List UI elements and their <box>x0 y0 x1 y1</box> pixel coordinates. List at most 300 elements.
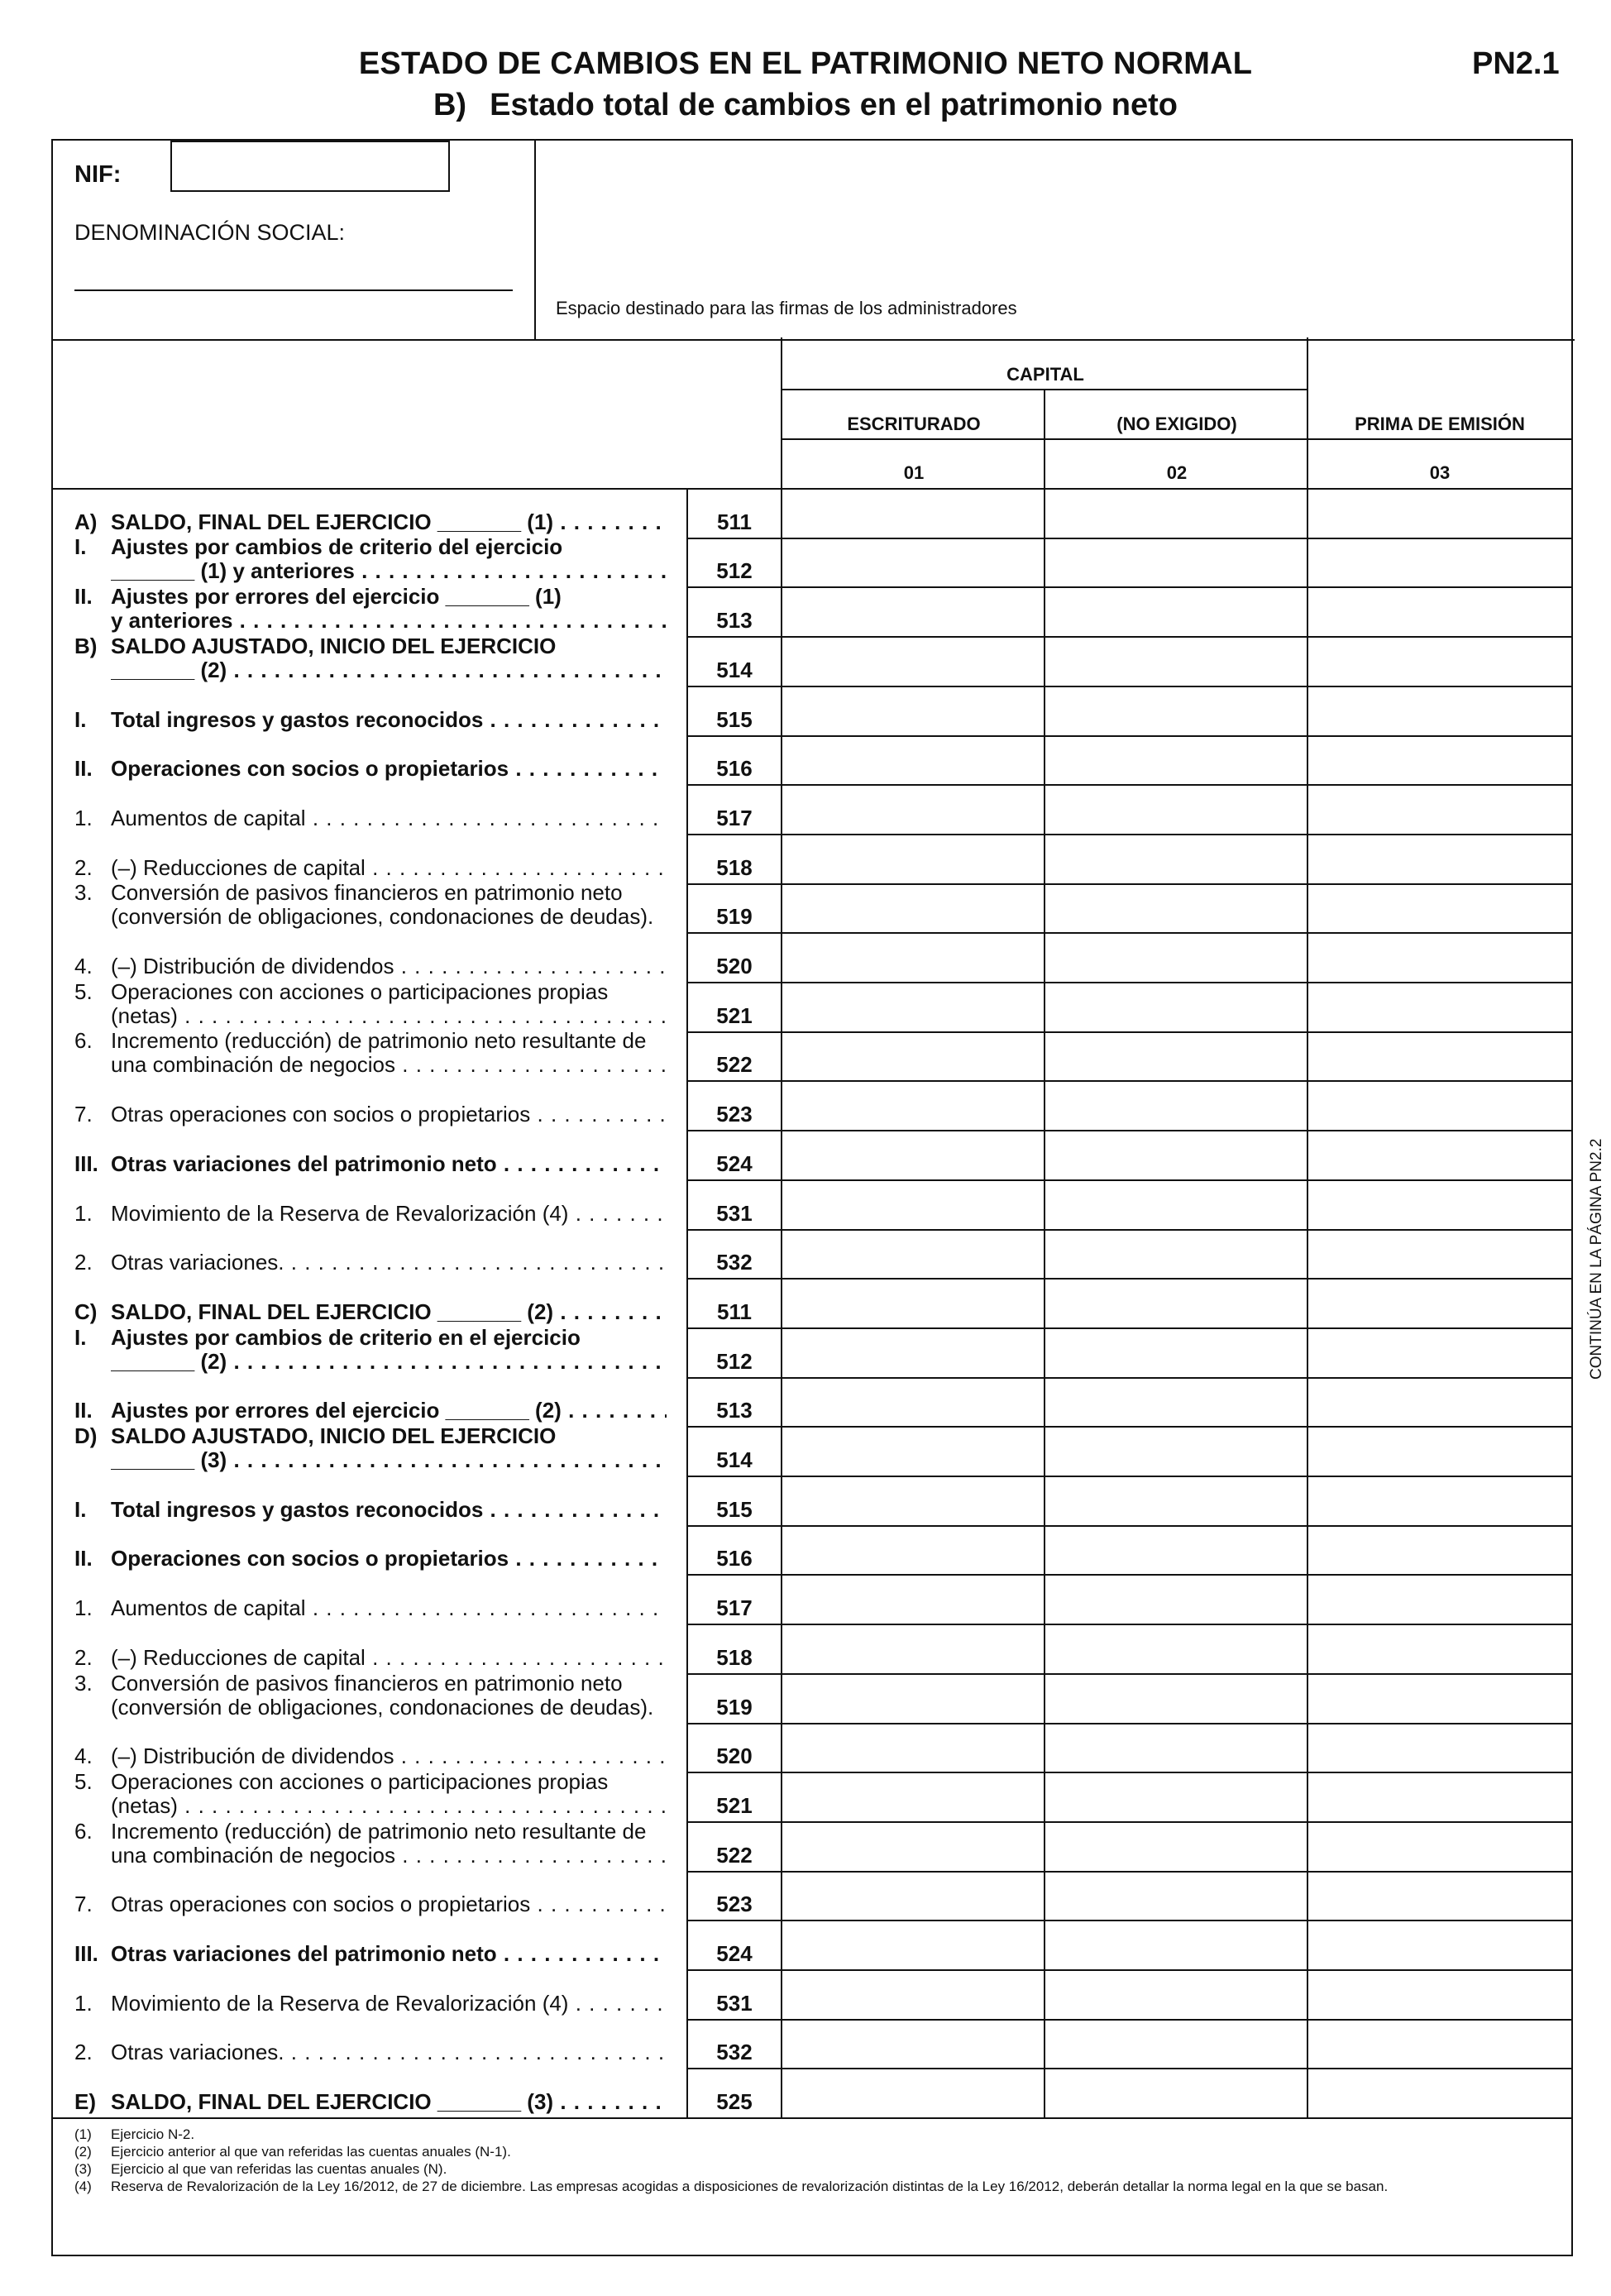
amount-cell-02[interactable] <box>1045 1527 1307 1574</box>
row-text: Ajustes por cambios de criterio en el ejercicio <box>111 1325 581 1350</box>
row-number: III. <box>74 1941 98 1966</box>
signature-note: Espacio destinado para las firmas de los administradores <box>556 298 1017 318</box>
row-number: 1. <box>74 1990 93 2016</box>
row-number: I. <box>74 1496 87 1522</box>
amount-cell-01[interactable] <box>782 2021 1044 2068</box>
row-number: 3. <box>74 1670 93 1696</box>
row-separator <box>686 834 1571 835</box>
row-text: (conversión de obligaciones, condonaciones de deudas). <box>111 1695 654 1720</box>
amount-cell-03[interactable] <box>1308 1576 1570 1623</box>
amount-cell-02[interactable] <box>1045 2021 1307 2068</box>
row-text: Otras variaciones. . . . <box>111 2040 667 2064</box>
row-label <box>74 2090 667 2114</box>
amount-cell-03[interactable] <box>1308 885 1570 932</box>
amount-cell-03[interactable] <box>1308 2021 1570 2068</box>
amount-cell-03[interactable] <box>1308 1428 1570 1475</box>
row-code: 531 <box>716 1990 753 2016</box>
row-separator <box>686 1673 1571 1675</box>
amount-cell-02[interactable] <box>1045 1329 1307 1376</box>
row-code: 521 <box>716 1792 753 1818</box>
row-separator <box>686 883 1571 885</box>
row-label <box>74 1498 667 1522</box>
row-number <box>74 905 111 929</box>
row-separator <box>686 586 1571 588</box>
row-text: Conversión de pasivos financieros en patrimonio neto <box>111 1671 623 1696</box>
row-separator <box>686 686 1571 687</box>
nif-input-box[interactable] <box>170 141 450 192</box>
footnote <box>74 2160 1563 2178</box>
row-code: 532 <box>716 1250 753 1275</box>
row-text: Total ingresos y gastos reconocidos . . . <box>111 708 667 732</box>
amount-cell-02[interactable] <box>1045 1921 1307 1968</box>
row-code: 522 <box>716 1842 753 1868</box>
row-number <box>74 559 111 583</box>
amount-cell-01[interactable] <box>782 1873 1044 1920</box>
amount-cell-03[interactable] <box>1308 1773 1570 1820</box>
row-text: _______ (3) . . . <box>111 1448 667 1472</box>
row-separator <box>686 1179 1571 1181</box>
footnotes <box>74 2126 1563 2195</box>
row-text: Conversión de pasivos financieros en patrimonio neto <box>111 881 623 906</box>
row-text: y anteriores . . . <box>111 609 667 633</box>
amount-cell-03[interactable] <box>1308 638 1570 685</box>
amount-cell-02[interactable] <box>1045 2069 1307 2117</box>
row-number: 2. <box>74 854 93 880</box>
amount-cell-03[interactable] <box>1308 2069 1570 2117</box>
row-separator <box>686 1821 1571 1823</box>
amount-cell-02[interactable] <box>1045 1675 1307 1722</box>
row-number: B) <box>74 633 98 658</box>
row-separator <box>686 735 1571 737</box>
amount-cell-02[interactable] <box>1045 687 1307 734</box>
row-number: D) <box>74 1423 98 1448</box>
row-separator <box>686 1624 1571 1625</box>
footnote-number: (1) <box>74 2126 92 2143</box>
amount-cell-03[interactable] <box>1308 786 1570 833</box>
amount-cell-01[interactable] <box>782 885 1044 932</box>
row-code: 512 <box>716 1348 753 1374</box>
header-bottom-line <box>53 339 1575 341</box>
amount-cell-03[interactable] <box>1308 1033 1570 1080</box>
row-number: II. <box>74 1398 93 1423</box>
amount-cell-01[interactable] <box>782 1527 1044 1574</box>
row-number <box>74 1350 111 1374</box>
row-code: 520 <box>716 954 753 978</box>
row-text: (–) Distribución de dividendos . . . <box>111 1744 667 1768</box>
row-text: (–) Reducciones de capital . . . <box>111 1646 667 1670</box>
row-number <box>74 1794 111 1818</box>
row-text: _______ (1) y anteriores . . . <box>111 559 667 583</box>
row-separator <box>686 1574 1571 1576</box>
row-label <box>74 634 667 682</box>
amount-cell-02[interactable] <box>1045 588 1307 635</box>
row-code: 523 <box>716 1892 753 1917</box>
amount-cell-03[interactable] <box>1308 1477 1570 1524</box>
amount-cell-01[interactable] <box>782 1181 1044 1228</box>
row-number: I. <box>74 534 87 560</box>
row-code: 522 <box>716 1052 753 1078</box>
row-code: 515 <box>716 706 753 732</box>
row-text: (netas) . . . <box>111 1004 667 1028</box>
row-number: III. <box>74 1150 98 1176</box>
row-text: Incremento (reducción) de patrimonio neto resultante de <box>111 1819 647 1844</box>
row-label <box>74 1424 667 1472</box>
row-text: SALDO, FINAL DEL EJERCICIO _______ (2) . . . <box>111 1300 667 1324</box>
amount-cell-02[interactable] <box>1045 1231 1307 1278</box>
row-code: 525 <box>716 2089 753 2115</box>
row-text: Operaciones con acciones o participaciones propias <box>111 1769 609 1794</box>
row-number: I. <box>74 1324 87 1350</box>
footnote <box>74 2178 1563 2195</box>
row-number <box>74 1448 111 1472</box>
row-number: 4. <box>74 1744 93 1769</box>
row-label <box>74 1892 667 1916</box>
amount-cell-02[interactable] <box>1045 1873 1307 1920</box>
row-number: 3. <box>74 880 93 906</box>
amount-cell-03[interactable] <box>1308 1231 1570 1278</box>
amount-cell-02[interactable] <box>1045 1625 1307 1672</box>
amount-cell-02[interactable] <box>1045 1082 1307 1129</box>
row-text: Otras operaciones con socios o propietarios . . . <box>111 1103 667 1126</box>
amount-cell-01[interactable] <box>782 1231 1044 1278</box>
footnote-number: (4) <box>74 2179 92 2195</box>
amount-cell-01[interactable] <box>782 588 1044 635</box>
form-code: PN2.1 <box>1472 46 1560 81</box>
amount-cell-01[interactable] <box>782 1625 1044 1672</box>
amount-cell-02[interactable] <box>1045 638 1307 685</box>
row-text: Movimiento de la Reserva de Revalorización (4) . . . <box>111 1992 667 2016</box>
row-label <box>74 1029 667 1077</box>
row-code: 515 <box>716 1496 753 1522</box>
row-separator <box>686 1525 1571 1527</box>
amount-cell-01[interactable] <box>782 1280 1044 1327</box>
amount-cell-03[interactable] <box>1308 1379 1570 1426</box>
page-subtitle <box>0 88 1611 123</box>
amount-cell-01[interactable] <box>782 638 1044 685</box>
amount-cell-03[interactable] <box>1308 1724 1570 1772</box>
amount-cell-02[interactable] <box>1045 539 1307 586</box>
row-text: Total ingresos y gastos reconocidos . . . <box>111 1498 667 1522</box>
column-code-02: 02 <box>1166 462 1188 483</box>
row-separator <box>686 1229 1571 1231</box>
amount-cell-03[interactable] <box>1308 1082 1570 1129</box>
row-text: (–) Reducciones de capital . . . <box>111 856 667 880</box>
amount-cell-02[interactable] <box>1045 1773 1307 1820</box>
column-code-03: 03 <box>1429 462 1451 483</box>
amount-cell-03[interactable] <box>1308 1527 1570 1574</box>
amount-cell-01[interactable] <box>782 1082 1044 1129</box>
row-text: Aumentos de capital . . . <box>111 1596 667 1620</box>
row-text: Operaciones con socios o propietarios . . . <box>111 757 667 781</box>
amount-cell-03[interactable] <box>1308 1181 1570 1228</box>
row-separator <box>686 982 1571 983</box>
row-label <box>74 757 667 781</box>
amount-cell-01[interactable] <box>782 1724 1044 1772</box>
row-label <box>74 1202 667 1226</box>
footnote <box>74 2143 1563 2160</box>
footnote-text: Ejercicio anterior al que van referidas las cuentas anuales (N-1). <box>111 2144 511 2160</box>
row-separator <box>686 636 1571 638</box>
row-code: 517 <box>716 1595 753 1621</box>
row-number: 7. <box>74 1892 93 1917</box>
row-code: 514 <box>716 657 753 682</box>
row-separator <box>686 1920 1571 1921</box>
row-separator <box>686 1327 1571 1329</box>
row-code: 519 <box>716 904 753 930</box>
row-code: 517 <box>716 805 753 830</box>
row-number <box>74 609 111 633</box>
subtitle-text: Estado total de cambios en el patrimonio neto <box>490 88 1178 122</box>
amount-cell-01[interactable] <box>782 1329 1044 1376</box>
row-code: 513 <box>716 608 753 634</box>
row-text: Otras operaciones con socios o propietarios . . . <box>111 1892 667 1916</box>
row-text: una combinación de negocios . . . <box>111 1053 667 1077</box>
amount-cell-03[interactable] <box>1308 588 1570 635</box>
row-label <box>74 1744 667 1768</box>
amount-cell-01[interactable] <box>782 1675 1044 1722</box>
column-group-capital: CAPITAL <box>1006 364 1084 385</box>
row-label <box>74 856 667 880</box>
nif-label: NIF: <box>74 161 122 188</box>
column-names-underline <box>781 438 1571 440</box>
row-text: SALDO, FINAL DEL EJERCICIO _______ (1) . . . <box>111 510 667 534</box>
code-column-line <box>686 488 688 2117</box>
row-number: 4. <box>74 954 93 978</box>
row-number: 6. <box>74 1028 93 1054</box>
row-number: 2. <box>74 2040 93 2065</box>
row-label <box>74 1770 667 1818</box>
continues-note: CONTINÚA EN LA PÁGINA PN2.2 <box>1588 1138 1605 1380</box>
amount-cell-03[interactable] <box>1308 1971 1570 2018</box>
row-text: SALDO, FINAL DEL EJERCICIO _______ (3) . . . <box>111 2090 667 2114</box>
amount-cell-02[interactable] <box>1045 1724 1307 1772</box>
amount-cell-01[interactable] <box>782 983 1044 1031</box>
footnote <box>74 2126 1563 2143</box>
amount-cell-01[interactable] <box>782 1033 1044 1080</box>
row-separator <box>686 1426 1571 1428</box>
amount-cell-01[interactable] <box>782 490 1044 537</box>
amount-cell-02[interactable] <box>1045 1477 1307 1524</box>
amount-cell-01[interactable] <box>782 1823 1044 1870</box>
amount-cell-01[interactable] <box>782 2069 1044 2117</box>
row-number: E) <box>74 2089 96 2115</box>
row-number <box>74 658 111 682</box>
amount-cell-01[interactable] <box>782 1131 1044 1179</box>
row-code: 521 <box>716 1002 753 1028</box>
amount-cell-01[interactable] <box>782 1379 1044 1426</box>
amount-cell-01[interactable] <box>782 835 1044 883</box>
amount-cell-03[interactable] <box>1308 1873 1570 1920</box>
row-code: 516 <box>716 1546 753 1571</box>
amount-cell-02[interactable] <box>1045 1280 1307 1327</box>
amount-cell-02[interactable] <box>1045 885 1307 932</box>
amount-cell-01[interactable] <box>782 786 1044 833</box>
row-text: Ajustes por errores del ejercicio _______ (2) . . . <box>111 1399 667 1423</box>
row-code: 518 <box>716 854 753 880</box>
amount-cell-03[interactable] <box>1308 1131 1570 1179</box>
amount-cell-02[interactable] <box>1045 983 1307 1031</box>
row-separator <box>686 1723 1571 1724</box>
row-separator <box>686 1031 1571 1033</box>
row-separator <box>686 1080 1571 1082</box>
amount-cell-03[interactable] <box>1308 1329 1570 1376</box>
column-prima-emision: PRIMA DE EMISIÓN <box>1355 414 1525 434</box>
amount-cell-01[interactable] <box>782 737 1044 784</box>
amount-cell-03[interactable] <box>1308 1625 1570 1672</box>
row-text: _______ (2) . . . <box>111 658 667 682</box>
row-text: SALDO AJUSTADO, INICIO DEL EJERCICIO <box>111 634 557 658</box>
amount-cell-03[interactable] <box>1308 1675 1570 1722</box>
amount-cell-01[interactable] <box>782 1971 1044 2018</box>
amount-cell-01[interactable] <box>782 687 1044 734</box>
amount-cell-03[interactable] <box>1308 835 1570 883</box>
row-text: Otras variaciones del patrimonio neto . . . <box>111 1942 667 1966</box>
row-number <box>74 1696 111 1720</box>
row-code: 512 <box>716 558 753 584</box>
row-code: 516 <box>716 756 753 782</box>
row-label <box>74 1326 667 1374</box>
amount-cell-02[interactable] <box>1045 1379 1307 1426</box>
row-code: 524 <box>716 1941 753 1966</box>
amount-cell-01[interactable] <box>782 1921 1044 1968</box>
row-text: Operaciones con acciones o participaciones propias <box>111 979 609 1004</box>
amount-cell-03[interactable] <box>1308 1921 1570 1968</box>
amount-cell-01[interactable] <box>782 539 1044 586</box>
row-number <box>74 1004 111 1028</box>
row-text: _______ (2) . . . <box>111 1350 667 1374</box>
row-number <box>74 1844 111 1868</box>
amount-cell-02[interactable] <box>1045 1576 1307 1623</box>
amount-cell-01[interactable] <box>782 1477 1044 1524</box>
row-label <box>74 1992 667 2016</box>
row-label <box>74 535 667 583</box>
row-label <box>74 1646 667 1670</box>
row-label <box>74 881 667 929</box>
column-no-exigido: (NO EXIGIDO) <box>1116 414 1237 434</box>
amount-cell-01[interactable] <box>782 1773 1044 1820</box>
row-code: 531 <box>716 1200 753 1226</box>
row-separator <box>686 2019 1571 2021</box>
amount-cell-01[interactable] <box>782 934 1044 981</box>
denominacion-input-line[interactable] <box>74 289 513 291</box>
row-code: 523 <box>716 1102 753 1127</box>
column-line-02 <box>1044 389 1045 2117</box>
signature-area[interactable] <box>533 141 1571 336</box>
denominacion-label: DENOMINACIÓN SOCIAL: <box>74 220 346 245</box>
amount-cell-02[interactable] <box>1045 786 1307 833</box>
row-separator <box>686 784 1571 786</box>
row-code: 514 <box>716 1447 753 1472</box>
footnote-number: (3) <box>74 2161 92 2178</box>
amount-cell-02[interactable] <box>1045 835 1307 883</box>
column-codes-underline <box>51 488 1571 490</box>
row-separator <box>686 1871 1571 1873</box>
footnotes-top-line <box>51 2117 1571 2119</box>
amount-cell-03[interactable] <box>1308 737 1570 784</box>
row-number: 2. <box>74 1250 93 1275</box>
amount-cell-03[interactable] <box>1308 1280 1570 1327</box>
amount-cell-02[interactable] <box>1045 934 1307 981</box>
row-code: 511 <box>717 1299 752 1324</box>
row-label <box>74 1942 667 1966</box>
row-separator <box>686 1130 1571 1131</box>
row-label <box>74 1399 667 1423</box>
amount-cell-03[interactable] <box>1308 934 1570 981</box>
amount-cell-02[interactable] <box>1045 737 1307 784</box>
row-text: Otras variaciones del patrimonio neto . . . <box>111 1152 667 1176</box>
row-separator <box>686 1278 1571 1280</box>
row-number: 7. <box>74 1102 93 1127</box>
row-label <box>74 806 667 830</box>
row-code: 524 <box>716 1150 753 1176</box>
row-label <box>74 708 667 732</box>
amount-cell-03[interactable] <box>1308 687 1570 734</box>
amount-cell-03[interactable] <box>1308 1823 1570 1870</box>
row-label <box>74 1596 667 1620</box>
row-text: Aumentos de capital . . . <box>111 806 667 830</box>
column-line-03 <box>1307 337 1308 2117</box>
row-label <box>74 1672 667 1720</box>
row-number: 1. <box>74 1595 93 1621</box>
row-text: Ajustes por errores del ejercicio _______ (1) <box>111 585 562 610</box>
amount-cell-03[interactable] <box>1308 539 1570 586</box>
amount-cell-03[interactable] <box>1308 983 1570 1031</box>
row-number: II. <box>74 584 93 610</box>
row-text: Ajustes por cambios de criterio del ejercicio <box>111 535 563 560</box>
amount-cell-02[interactable] <box>1045 1823 1307 1870</box>
row-label <box>74 2040 667 2064</box>
amount-cell-02[interactable] <box>1045 1033 1307 1080</box>
row-code: 518 <box>716 1644 753 1670</box>
amount-cell-01[interactable] <box>782 1576 1044 1623</box>
row-text: Otras variaciones. . . . <box>111 1251 667 1275</box>
footnote-text: Ejercicio al que van referidas las cuentas anuales (N). <box>111 2161 447 2178</box>
amount-cell-02[interactable] <box>1045 1131 1307 1179</box>
amount-cell-01[interactable] <box>782 1428 1044 1475</box>
row-number: 2. <box>74 1644 93 1670</box>
row-text: SALDO AJUSTADO, INICIO DEL EJERCICIO <box>111 1424 557 1448</box>
row-text: Operaciones con socios o propietarios . . . <box>111 1547 667 1571</box>
row-label <box>74 1152 667 1176</box>
column-line-01 <box>781 337 782 2117</box>
amount-cell-03[interactable] <box>1308 490 1570 537</box>
row-label <box>74 980 667 1028</box>
amount-cell-02[interactable] <box>1045 1181 1307 1228</box>
row-code: 532 <box>716 2040 753 2065</box>
amount-cell-02[interactable] <box>1045 490 1307 537</box>
row-number: 5. <box>74 978 93 1004</box>
row-text: una combinación de negocios . . . <box>111 1844 667 1868</box>
row-code: 511 <box>717 509 752 534</box>
row-number: C) <box>74 1299 98 1324</box>
row-number: 5. <box>74 1768 93 1794</box>
row-label <box>74 1300 667 1324</box>
column-code-01: 01 <box>903 462 925 483</box>
row-number <box>74 1053 111 1077</box>
row-number: I. <box>74 706 87 732</box>
amount-cell-02[interactable] <box>1045 1971 1307 2018</box>
row-label <box>74 1547 667 1571</box>
row-text: (netas) . . . <box>111 1794 667 1818</box>
row-code: 519 <box>716 1694 753 1720</box>
row-number: II. <box>74 1546 93 1571</box>
row-text: Movimiento de la Reserva de Revalorización (4) . . . <box>111 1202 667 1226</box>
row-code: 513 <box>716 1398 753 1423</box>
amount-cell-02[interactable] <box>1045 1428 1307 1475</box>
row-number: II. <box>74 756 93 782</box>
row-label <box>74 954 667 978</box>
row-text: (–) Distribución de dividendos . . . <box>111 954 667 978</box>
